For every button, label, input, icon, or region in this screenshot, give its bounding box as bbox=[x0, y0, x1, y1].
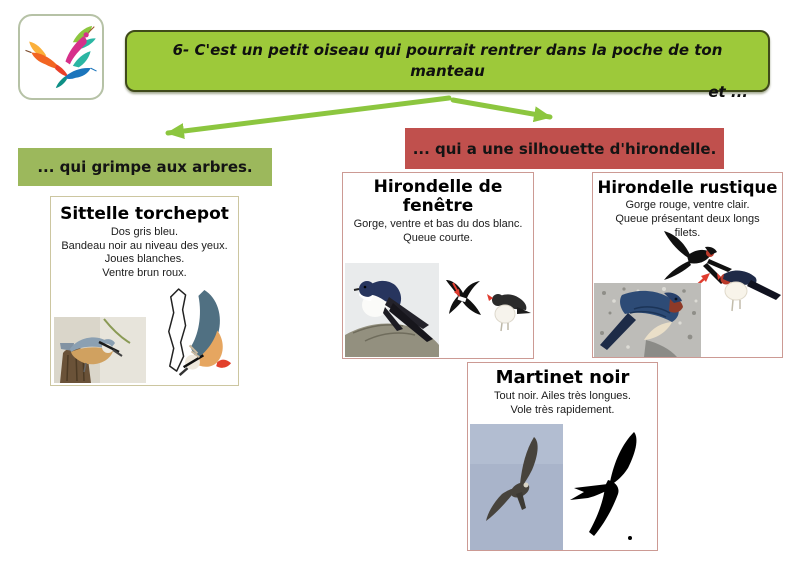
question-text-line2: et ... bbox=[708, 83, 748, 101]
bird-card-hirondelle-fenetre bbox=[342, 172, 534, 359]
house-martin-photo bbox=[345, 263, 439, 357]
card-title: Sittelle torchepot bbox=[60, 204, 229, 224]
card-description-line: Ventre brun roux. bbox=[102, 266, 187, 279]
card-description-line: Queue courte. bbox=[403, 231, 473, 244]
nuthatch-photo bbox=[54, 317, 146, 383]
card-description-line: Vole très rapidement. bbox=[510, 403, 615, 416]
bird-card-martinet bbox=[467, 362, 658, 551]
nuthatch-climbing-illustration bbox=[148, 285, 237, 384]
bird-card-hirondelle-rustique bbox=[592, 172, 783, 358]
card-description-line: Dos gris bleu. bbox=[110, 226, 179, 239]
left-branch-label: ... qui grimpe aux arbres. bbox=[18, 148, 272, 186]
card-description-line: Queue présentant deux longs filets. bbox=[615, 213, 760, 239]
card-description-line: Gorge rouge, ventre clair. bbox=[625, 199, 750, 212]
question-box bbox=[125, 30, 770, 101]
hummingbirds-logo bbox=[18, 14, 104, 100]
house-martin-illustration bbox=[487, 285, 532, 333]
three-hummingbirds-icon bbox=[24, 20, 98, 94]
bird-card-sittelle bbox=[50, 196, 239, 386]
question-text-line1: 6- C'est un petit oiseau qui pourrait rentrer dans la poche de ton manteau bbox=[172, 41, 723, 80]
card-title: Hirondelle de fenêtre bbox=[373, 177, 503, 217]
swift-photo bbox=[470, 424, 563, 550]
right-branch-label: ... qui a une silhouette d'hirondelle. bbox=[405, 128, 724, 169]
swift-silhouette bbox=[564, 426, 651, 548]
card-title: Martinet noir bbox=[495, 367, 630, 388]
card-description-line: Bandeau noir au niveau des yeux. bbox=[61, 239, 228, 252]
barn-swallow-illustration bbox=[717, 263, 783, 315]
card-description-line: Tout noir. Ailes très longues. bbox=[494, 390, 631, 403]
card-description-line: Gorge, ventre et bas du dos blanc. bbox=[353, 218, 523, 231]
card-description-line: Joues blanches. bbox=[104, 253, 185, 266]
house-martin-flight-silhouette bbox=[443, 277, 485, 331]
card-title: Hirondelle rustique bbox=[597, 178, 778, 197]
barn-swallow-photo bbox=[594, 283, 701, 357]
